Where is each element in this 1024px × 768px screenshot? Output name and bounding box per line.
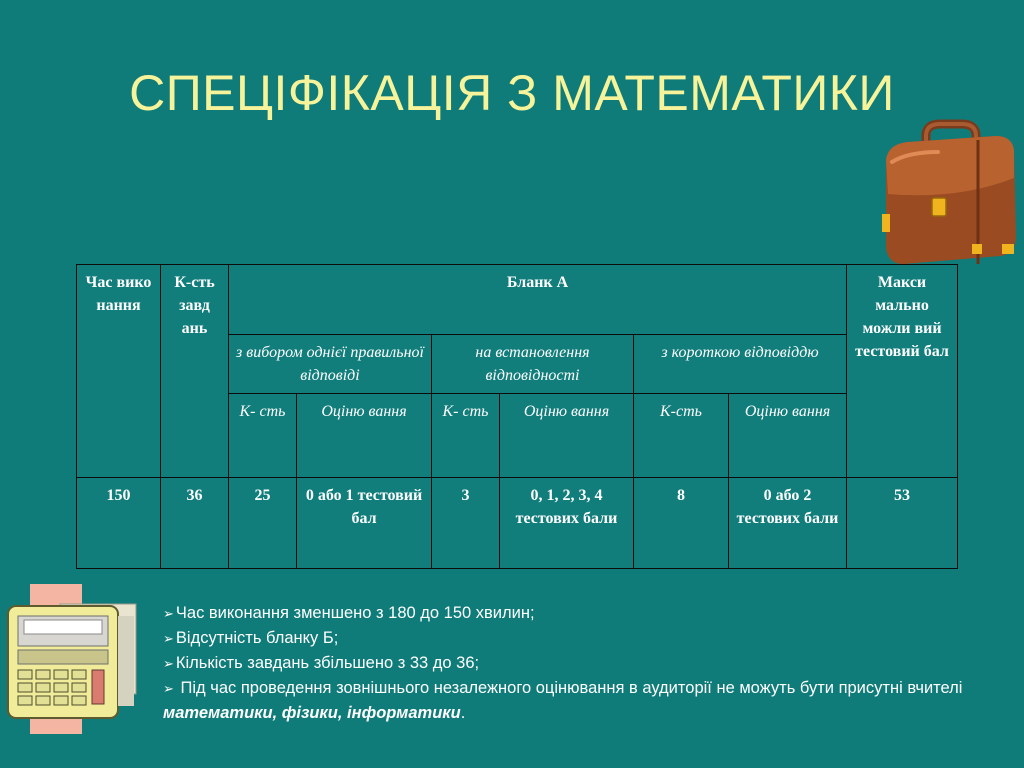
sub-score-2: Оціню вання	[500, 394, 634, 478]
arrow-bullet-icon: ➢	[163, 656, 174, 671]
cell-max-score: 53	[847, 478, 958, 569]
notes-list	[163, 601, 963, 725]
cell-g1-count: 25	[229, 478, 297, 569]
calculator-icon	[0, 576, 160, 756]
cell-g3-count: 8	[634, 478, 729, 569]
cell-g1-score: 0 або 1 тестовий бал	[297, 478, 432, 569]
cell-g3-score: 0 або 2 тестових бали	[729, 478, 847, 569]
group-short-answer: з короткою відповіддю	[634, 335, 847, 394]
header-time: Час вико нання	[77, 265, 161, 478]
list-item: ➢ Час виконання зменшено з 180 до 150 хвилин;	[163, 604, 535, 622]
slide-title: СПЕЦІФІКАЦІЯ З МАТЕМАТИКИ	[129, 65, 895, 121]
group-single-choice: з вибором однієї правильної відповіді	[229, 335, 432, 394]
sub-score-3: Оціню вання	[729, 394, 847, 478]
header-max-score: Макси мально можли вий тестовий бал	[847, 265, 958, 478]
list-item: ➢ Під час проведення зовнішнього незалежного оцінювання в аудиторії не можуть бути присутні вчителі математики, фізики, інформатики.	[163, 679, 963, 722]
header-task-count: К-сть завд ань	[161, 265, 229, 478]
sub-count-1: К- сть	[229, 394, 297, 478]
list-item: ➢ Кількість завдань збільшено з 33 до 36;	[163, 654, 480, 672]
specification-table	[76, 264, 958, 569]
cell-g2-count: 3	[432, 478, 500, 569]
list-item: ➢ Відсутність бланку Б;	[163, 629, 339, 647]
header-form-a: Бланк А	[229, 265, 847, 335]
cell-time: 150	[77, 478, 161, 569]
cell-count: 36	[161, 478, 229, 569]
cell-g2-score: 0, 1, 2, 3, 4 тестових бали	[500, 478, 634, 569]
sub-count-3: К-сть	[634, 394, 729, 478]
sub-score-1: Оціню вання	[297, 394, 432, 478]
arrow-bullet-icon: ➢	[163, 631, 174, 646]
sub-count-2: К- сть	[432, 394, 500, 478]
group-matching: на встановлення відповідності	[432, 335, 634, 394]
arrow-bullet-icon: ➢	[163, 606, 174, 621]
arrow-bullet-icon: ➢	[163, 681, 174, 696]
briefcase-icon	[878, 118, 1018, 268]
emphasized-subjects: математики, фізики, інформатики	[163, 704, 461, 722]
